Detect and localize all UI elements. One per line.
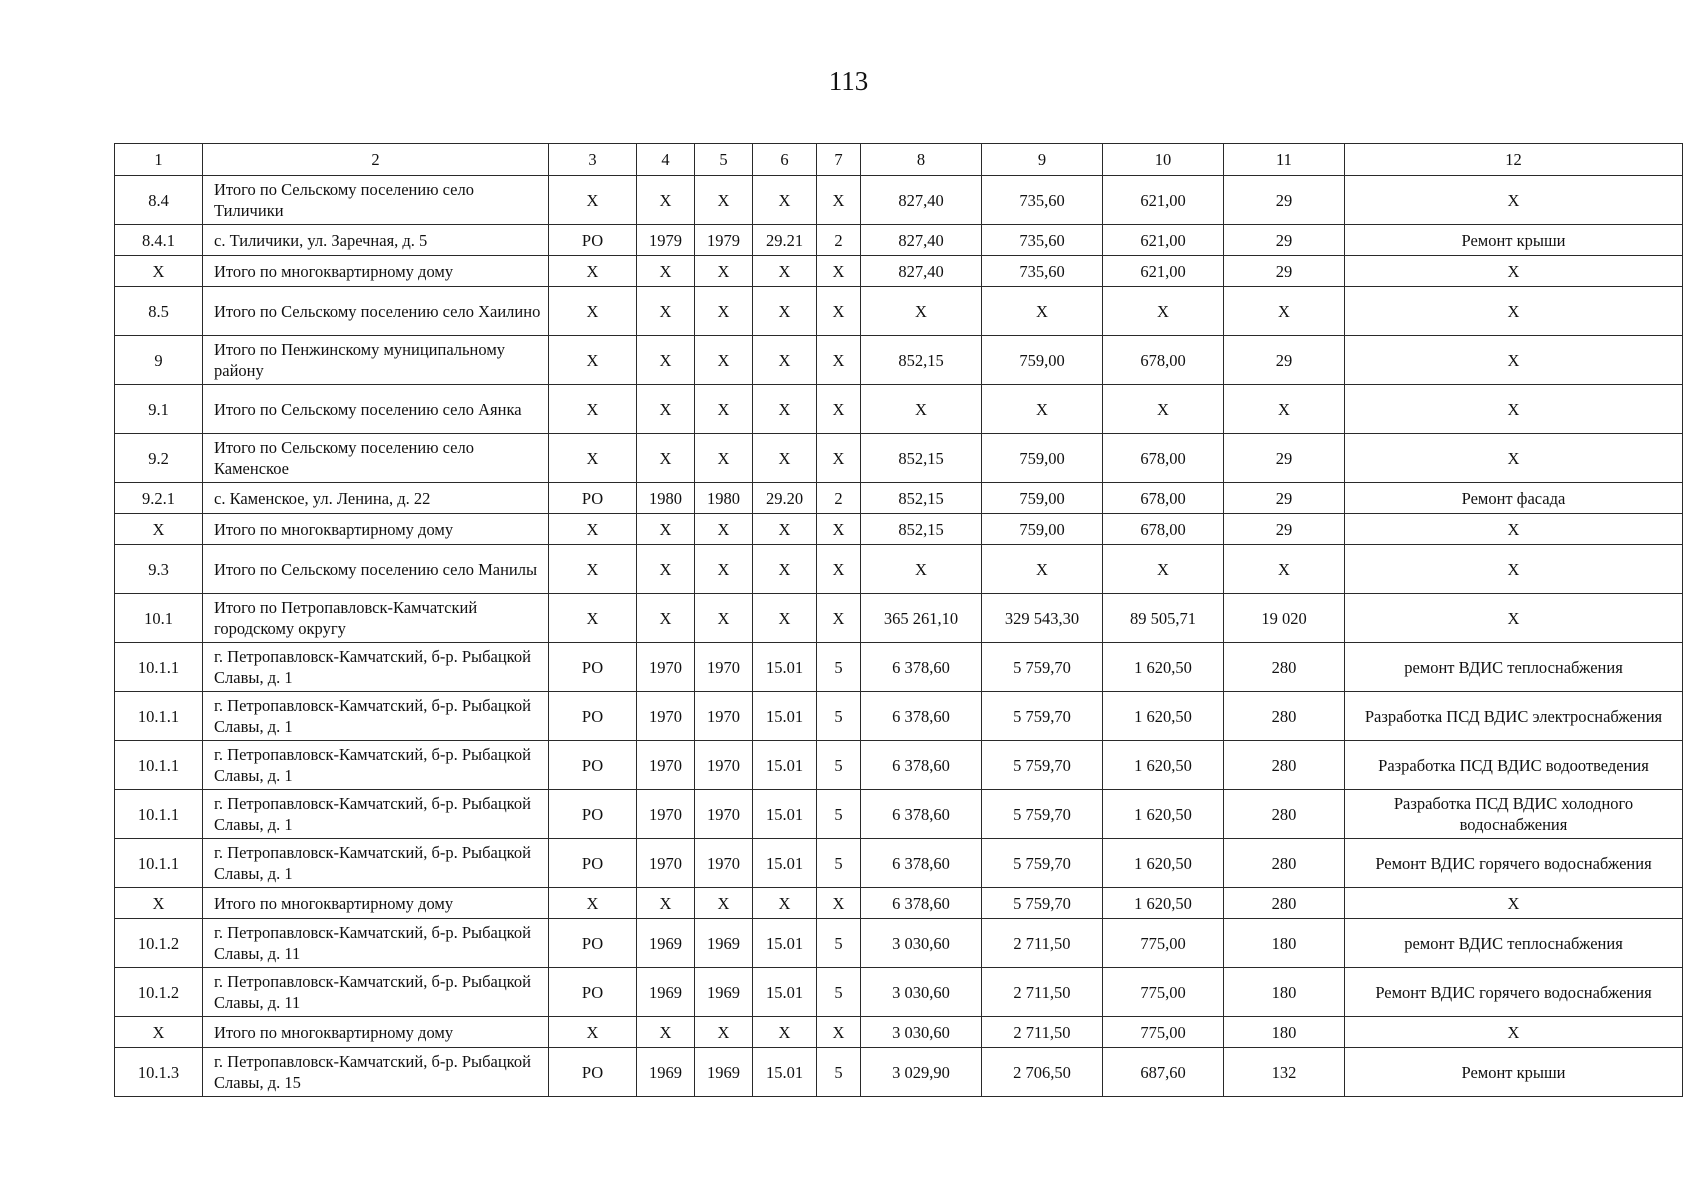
nonliving-area-cell: Х — [1103, 385, 1224, 434]
row-number-cell: 9.2 — [115, 434, 203, 483]
table-row — [115, 225, 1683, 256]
floors-cell: Х — [817, 385, 861, 434]
year-commissioned-cell: 1980 — [695, 483, 753, 514]
owner-cell: Х — [549, 385, 637, 434]
residents-cell: 280 — [1224, 741, 1345, 790]
code-cell: 15.01 — [753, 839, 817, 888]
living-area-cell: 5 759,70 — [982, 692, 1103, 741]
owner-cell: Х — [549, 888, 637, 919]
floors-cell: Х — [817, 594, 861, 643]
owner-cell: РО — [549, 919, 637, 968]
residents-cell: 29 — [1224, 434, 1345, 483]
living-area-cell: 5 759,70 — [982, 741, 1103, 790]
nonliving-area-cell: 1 620,50 — [1103, 790, 1224, 839]
living-area-cell: 2 711,50 — [982, 968, 1103, 1017]
row-number-cell: 10.1.1 — [115, 839, 203, 888]
total-area-cell: 827,40 — [861, 176, 982, 225]
total-area-cell: 3 030,60 — [861, 968, 982, 1017]
residents-cell: 29 — [1224, 514, 1345, 545]
residents-cell: 19 020 — [1224, 594, 1345, 643]
code-cell: Х — [753, 434, 817, 483]
work-type-cell: Х — [1345, 287, 1683, 336]
residents-cell: 29 — [1224, 336, 1345, 385]
owner-cell: РО — [549, 643, 637, 692]
year-commissioned-cell: Х — [695, 888, 753, 919]
floors-cell: 5 — [817, 790, 861, 839]
year-built-cell: Х — [637, 336, 695, 385]
table-row — [115, 968, 1683, 1017]
row-number-cell: 10.1.2 — [115, 968, 203, 1017]
year-commissioned-cell: 1970 — [695, 692, 753, 741]
nonliving-area-cell: 1 620,50 — [1103, 643, 1224, 692]
owner-cell: РО — [549, 1048, 637, 1097]
residents-cell: Х — [1224, 545, 1345, 594]
header-cell: 11 — [1224, 144, 1345, 176]
residents-cell: 180 — [1224, 1017, 1345, 1048]
code-cell: Х — [753, 514, 817, 545]
year-commissioned-cell: 1970 — [695, 741, 753, 790]
column-number-header — [115, 144, 1683, 176]
page-number: 113 — [828, 66, 869, 96]
table-row — [115, 594, 1683, 643]
code-cell: Х — [753, 594, 817, 643]
floors-cell: 5 — [817, 692, 861, 741]
row-number-cell: 8.4 — [115, 176, 203, 225]
floors-cell: Х — [817, 287, 861, 336]
nonliving-area-cell: 775,00 — [1103, 919, 1224, 968]
living-area-cell: 2 711,50 — [982, 919, 1103, 968]
row-number-cell: 8.4.1 — [115, 225, 203, 256]
total-area-cell: Х — [861, 545, 982, 594]
year-built-cell: Х — [637, 434, 695, 483]
year-built-cell: Х — [637, 514, 695, 545]
year-commissioned-cell: 1969 — [695, 968, 753, 1017]
owner-cell: РО — [549, 483, 637, 514]
residents-cell: 29 — [1224, 176, 1345, 225]
row-number-cell: 9.1 — [115, 385, 203, 434]
header-cell: 8 — [861, 144, 982, 176]
year-built-cell: 1979 — [637, 225, 695, 256]
work-type-cell: Ремонт фасада — [1345, 483, 1683, 514]
work-type-cell: Ремонт крыши — [1345, 1048, 1683, 1097]
address-cell: Итого по Сельскому поселению село Манилы — [203, 545, 549, 594]
table-row — [115, 692, 1683, 741]
year-commissioned-cell: 1970 — [695, 839, 753, 888]
year-built-cell: Х — [637, 256, 695, 287]
residents-cell: Х — [1224, 385, 1345, 434]
year-built-cell: Х — [637, 1017, 695, 1048]
total-area-cell: 6 378,60 — [861, 790, 982, 839]
owner-cell: Х — [549, 434, 637, 483]
total-area-cell: 365 261,10 — [861, 594, 982, 643]
code-cell: Х — [753, 287, 817, 336]
work-type-cell: ремонт ВДИС теплоснабжения — [1345, 643, 1683, 692]
table-row — [115, 545, 1683, 594]
year-commissioned-cell: 1979 — [695, 225, 753, 256]
owner-cell: Х — [549, 287, 637, 336]
table-row — [115, 336, 1683, 385]
living-area-cell: Х — [982, 545, 1103, 594]
address-cell: с. Каменское, ул. Ленина, д. 22 — [203, 483, 549, 514]
year-commissioned-cell: Х — [695, 336, 753, 385]
work-type-cell: Ремонт ВДИС горячего водоснабжения — [1345, 839, 1683, 888]
work-type-cell: Х — [1345, 514, 1683, 545]
code-cell: 29.21 — [753, 225, 817, 256]
code-cell: 15.01 — [753, 1048, 817, 1097]
header-cell: 10 — [1103, 144, 1224, 176]
row-number-cell: 10.1.1 — [115, 643, 203, 692]
row-number-cell: 9 — [115, 336, 203, 385]
year-built-cell: 1970 — [637, 643, 695, 692]
header-cell: 12 — [1345, 144, 1683, 176]
living-area-cell: 735,60 — [982, 176, 1103, 225]
table-row — [115, 919, 1683, 968]
nonliving-area-cell: 621,00 — [1103, 225, 1224, 256]
work-type-cell: Ремонт крыши — [1345, 225, 1683, 256]
floors-cell: Х — [817, 545, 861, 594]
year-built-cell: Х — [637, 888, 695, 919]
nonliving-area-cell: 687,60 — [1103, 1048, 1224, 1097]
year-commissioned-cell: 1969 — [695, 1048, 753, 1097]
table-row — [115, 287, 1683, 336]
work-type-cell: Х — [1345, 336, 1683, 385]
code-cell: Х — [753, 336, 817, 385]
address-cell: Итого по Сельскому поселению село Тиличики — [203, 176, 549, 225]
row-number-cell: 10.1.1 — [115, 692, 203, 741]
year-built-cell: 1969 — [637, 968, 695, 1017]
residents-cell: 180 — [1224, 919, 1345, 968]
total-area-cell: 6 378,60 — [861, 643, 982, 692]
year-built-cell: 1980 — [637, 483, 695, 514]
total-area-cell: 852,15 — [861, 514, 982, 545]
year-built-cell: 1970 — [637, 741, 695, 790]
owner-cell: РО — [549, 692, 637, 741]
row-number-cell: Х — [115, 888, 203, 919]
year-built-cell: 1969 — [637, 1048, 695, 1097]
total-area-cell: 852,15 — [861, 434, 982, 483]
total-area-cell: 3 030,60 — [861, 1017, 982, 1048]
nonliving-area-cell: 1 620,50 — [1103, 888, 1224, 919]
year-commissioned-cell: Х — [695, 594, 753, 643]
code-cell: Х — [753, 256, 817, 287]
work-type-cell: ремонт ВДИС теплоснабжения — [1345, 919, 1683, 968]
table-row — [115, 741, 1683, 790]
table-row — [115, 888, 1683, 919]
header-cell: 2 — [203, 144, 549, 176]
row-number-cell: 10.1.2 — [115, 919, 203, 968]
total-area-cell: 852,15 — [861, 336, 982, 385]
living-area-cell: 2 711,50 — [982, 1017, 1103, 1048]
code-cell: 15.01 — [753, 643, 817, 692]
code-cell: Х — [753, 385, 817, 434]
year-commissioned-cell: Х — [695, 514, 753, 545]
owner-cell: РО — [549, 790, 637, 839]
floors-cell: 5 — [817, 839, 861, 888]
address-cell: г. Петропавловск-Камчатский, б-р. Рыбацкой Славы, д. 11 — [203, 919, 549, 968]
work-type-cell: Х — [1345, 888, 1683, 919]
floors-cell: 5 — [817, 1048, 861, 1097]
living-area-cell: Х — [982, 385, 1103, 434]
address-cell: Итого по многоквартирному дому — [203, 1017, 549, 1048]
owner-cell: Х — [549, 514, 637, 545]
nonliving-area-cell: 775,00 — [1103, 968, 1224, 1017]
row-number-cell: Х — [115, 514, 203, 545]
year-commissioned-cell: Х — [695, 385, 753, 434]
code-cell: Х — [753, 888, 817, 919]
code-cell: Х — [753, 176, 817, 225]
living-area-cell: 759,00 — [982, 434, 1103, 483]
floors-cell: Х — [817, 888, 861, 919]
address-cell: г. Петропавловск-Камчатский, б-р. Рыбацкой Славы, д. 1 — [203, 741, 549, 790]
floors-cell: Х — [817, 336, 861, 385]
residents-cell: 180 — [1224, 968, 1345, 1017]
address-cell: Итого по Петропавловск-Камчатский городскому округу — [203, 594, 549, 643]
address-cell: г. Петропавловск-Камчатский, б-р. Рыбацкой Славы, д. 1 — [203, 643, 549, 692]
year-built-cell: Х — [637, 594, 695, 643]
address-cell: Итого по многоквартирному дому — [203, 888, 549, 919]
table-row — [115, 839, 1683, 888]
owner-cell: Х — [549, 176, 637, 225]
nonliving-area-cell: 89 505,71 — [1103, 594, 1224, 643]
total-area-cell: 827,40 — [861, 225, 982, 256]
address-cell: г. Петропавловск-Камчатский, б-р. Рыбацкой Славы, д. 11 — [203, 968, 549, 1017]
work-type-cell: Х — [1345, 545, 1683, 594]
code-cell: 15.01 — [753, 968, 817, 1017]
address-cell: Итого по Сельскому поселению село Аянка — [203, 385, 549, 434]
total-area-cell: 6 378,60 — [861, 839, 982, 888]
row-number-cell: Х — [115, 1017, 203, 1048]
living-area-cell: 5 759,70 — [982, 839, 1103, 888]
code-cell: 15.01 — [753, 692, 817, 741]
table-row — [115, 483, 1683, 514]
living-area-cell: 5 759,70 — [982, 643, 1103, 692]
table-row — [115, 385, 1683, 434]
work-type-cell: Разработка ПСД ВДИС водоотведения — [1345, 741, 1683, 790]
table-row — [115, 256, 1683, 287]
header-cell: 4 — [637, 144, 695, 176]
table-row — [115, 1017, 1683, 1048]
address-cell: Итого по многоквартирному дому — [203, 514, 549, 545]
living-area-cell: 329 543,30 — [982, 594, 1103, 643]
floors-cell: Х — [817, 1017, 861, 1048]
total-area-cell: 6 378,60 — [861, 692, 982, 741]
code-cell: 15.01 — [753, 919, 817, 968]
year-built-cell: 1970 — [637, 790, 695, 839]
address-cell: г. Петропавловск-Камчатский, б-р. Рыбацкой Славы, д. 1 — [203, 692, 549, 741]
address-cell: Итого по Сельскому поселению село Хаилино — [203, 287, 549, 336]
owner-cell: Х — [549, 256, 637, 287]
total-area-cell: Х — [861, 287, 982, 336]
year-commissioned-cell: 1969 — [695, 919, 753, 968]
total-area-cell: 827,40 — [861, 256, 982, 287]
header-cell: 7 — [817, 144, 861, 176]
living-area-cell: 735,60 — [982, 225, 1103, 256]
year-commissioned-cell: Х — [695, 434, 753, 483]
floors-cell: Х — [817, 434, 861, 483]
owner-cell: РО — [549, 839, 637, 888]
owner-cell: Х — [549, 1017, 637, 1048]
address-cell: с. Тиличики, ул. Заречная, д. 5 — [203, 225, 549, 256]
code-cell: Х — [753, 545, 817, 594]
header-cell: 1 — [115, 144, 203, 176]
owner-cell: Х — [549, 545, 637, 594]
address-cell: г. Петропавловск-Камчатский, б-р. Рыбацкой Славы, д. 1 — [203, 790, 549, 839]
nonliving-area-cell: 678,00 — [1103, 336, 1224, 385]
row-number-cell: 9.3 — [115, 545, 203, 594]
address-cell: Итого по многоквартирному дому — [203, 256, 549, 287]
nonliving-area-cell: 775,00 — [1103, 1017, 1224, 1048]
table-body — [115, 144, 1683, 1097]
year-built-cell: 1970 — [637, 692, 695, 741]
work-type-cell: Х — [1345, 385, 1683, 434]
year-commissioned-cell: Х — [695, 287, 753, 336]
total-area-cell: Х — [861, 385, 982, 434]
floors-cell: 5 — [817, 741, 861, 790]
table-row — [115, 1048, 1683, 1097]
living-area-cell: 5 759,70 — [982, 888, 1103, 919]
year-commissioned-cell: Х — [695, 545, 753, 594]
nonliving-area-cell: 678,00 — [1103, 514, 1224, 545]
total-area-cell: 6 378,60 — [861, 741, 982, 790]
total-area-cell: 6 378,60 — [861, 888, 982, 919]
year-commissioned-cell: 1970 — [695, 790, 753, 839]
header-cell: 6 — [753, 144, 817, 176]
row-number-cell: 10.1.1 — [115, 790, 203, 839]
address-cell: Итого по Сельскому поселению село Каменское — [203, 434, 549, 483]
living-area-cell: 2 706,50 — [982, 1048, 1103, 1097]
header-cell: 5 — [695, 144, 753, 176]
work-type-cell: Ремонт ВДИС горячего водоснабжения — [1345, 968, 1683, 1017]
row-number-cell: Х — [115, 256, 203, 287]
year-commissioned-cell: Х — [695, 256, 753, 287]
residents-cell: Х — [1224, 287, 1345, 336]
residents-cell: 132 — [1224, 1048, 1345, 1097]
floors-cell: 5 — [817, 643, 861, 692]
total-area-cell: 852,15 — [861, 483, 982, 514]
row-number-cell: 10.1.3 — [115, 1048, 203, 1097]
row-number-cell: 10.1 — [115, 594, 203, 643]
residents-cell: 280 — [1224, 839, 1345, 888]
year-commissioned-cell: Х — [695, 1017, 753, 1048]
table-row — [115, 514, 1683, 545]
floors-cell: Х — [817, 514, 861, 545]
nonliving-area-cell: Х — [1103, 287, 1224, 336]
living-area-cell: 759,00 — [982, 514, 1103, 545]
nonliving-area-cell: 621,00 — [1103, 176, 1224, 225]
table-row — [115, 434, 1683, 483]
header-cell: 9 — [982, 144, 1103, 176]
nonliving-area-cell: Х — [1103, 545, 1224, 594]
floors-cell: Х — [817, 256, 861, 287]
nonliving-area-cell: 621,00 — [1103, 256, 1224, 287]
total-area-cell: 3 029,90 — [861, 1048, 982, 1097]
code-cell: Х — [753, 1017, 817, 1048]
year-built-cell: Х — [637, 287, 695, 336]
table-row — [115, 790, 1683, 839]
residents-cell: 280 — [1224, 888, 1345, 919]
residents-cell: 280 — [1224, 643, 1345, 692]
table-row — [115, 176, 1683, 225]
nonliving-area-cell: 1 620,50 — [1103, 692, 1224, 741]
work-type-cell: Разработка ПСД ВДИС холодного водоснабжения — [1345, 790, 1683, 839]
residents-cell: 29 — [1224, 225, 1345, 256]
floors-cell: Х — [817, 176, 861, 225]
nonliving-area-cell: 1 620,50 — [1103, 741, 1224, 790]
nonliving-area-cell: 678,00 — [1103, 483, 1224, 514]
year-commissioned-cell: 1970 — [695, 643, 753, 692]
floors-cell: 5 — [817, 919, 861, 968]
living-area-cell: 5 759,70 — [982, 790, 1103, 839]
work-type-cell: Х — [1345, 1017, 1683, 1048]
row-number-cell: 8.5 — [115, 287, 203, 336]
owner-cell: РО — [549, 968, 637, 1017]
living-area-cell: Х — [982, 287, 1103, 336]
nonliving-area-cell: 1 620,50 — [1103, 839, 1224, 888]
code-cell: 15.01 — [753, 741, 817, 790]
work-type-cell: Х — [1345, 256, 1683, 287]
header-cell: 3 — [549, 144, 637, 176]
work-type-cell: Х — [1345, 594, 1683, 643]
year-built-cell: 1969 — [637, 919, 695, 968]
residents-cell: 29 — [1224, 483, 1345, 514]
address-cell: г. Петропавловск-Камчатский, б-р. Рыбацкой Славы, д. 15 — [203, 1048, 549, 1097]
residents-cell: 280 — [1224, 790, 1345, 839]
work-type-cell: Разработка ПСД ВДИС электроснабжения — [1345, 692, 1683, 741]
floors-cell: 5 — [817, 968, 861, 1017]
repair-program-table — [114, 143, 1683, 1097]
living-area-cell: 735,60 — [982, 256, 1103, 287]
table-row — [115, 643, 1683, 692]
residents-cell: 29 — [1224, 256, 1345, 287]
owner-cell: Х — [549, 594, 637, 643]
work-type-cell: Х — [1345, 176, 1683, 225]
owner-cell: РО — [549, 741, 637, 790]
work-type-cell: Х — [1345, 434, 1683, 483]
row-number-cell: 9.2.1 — [115, 483, 203, 514]
residents-cell: 280 — [1224, 692, 1345, 741]
floors-cell: 2 — [817, 225, 861, 256]
address-cell: Итого по Пенжинскому муниципальному району — [203, 336, 549, 385]
living-area-cell: 759,00 — [982, 483, 1103, 514]
code-cell: 15.01 — [753, 790, 817, 839]
year-built-cell: 1970 — [637, 839, 695, 888]
owner-cell: РО — [549, 225, 637, 256]
code-cell: 29.20 — [753, 483, 817, 514]
year-built-cell: Х — [637, 545, 695, 594]
nonliving-area-cell: 678,00 — [1103, 434, 1224, 483]
total-area-cell: 3 030,60 — [861, 919, 982, 968]
year-built-cell: Х — [637, 385, 695, 434]
living-area-cell: 759,00 — [982, 336, 1103, 385]
row-number-cell: 10.1.1 — [115, 741, 203, 790]
floors-cell: 2 — [817, 483, 861, 514]
owner-cell: Х — [549, 336, 637, 385]
address-cell: г. Петропавловск-Камчатский, б-р. Рыбацкой Славы, д. 1 — [203, 839, 549, 888]
year-commissioned-cell: Х — [695, 176, 753, 225]
year-built-cell: Х — [637, 176, 695, 225]
